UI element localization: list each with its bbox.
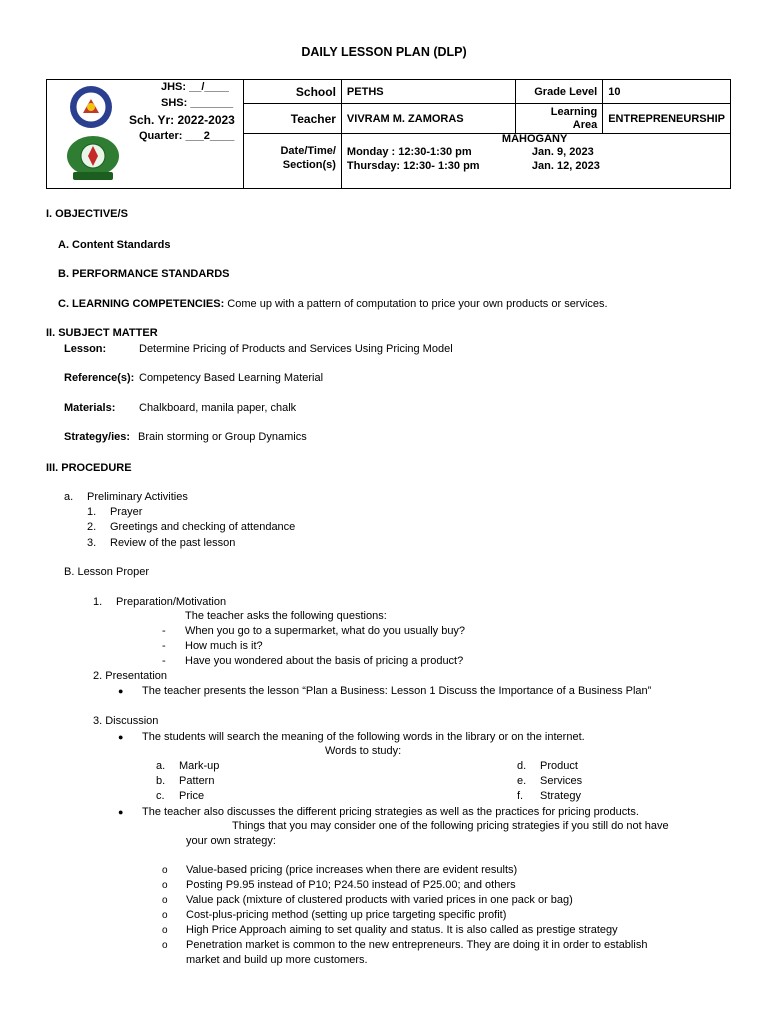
circle-bullet-icon: o	[162, 880, 168, 891]
question-1: When you go to a supermarket, what do you usually buy?	[185, 625, 466, 637]
question-dash-3: -	[162, 655, 166, 667]
grade-level-label: Grade Level	[516, 80, 603, 104]
word-f: Strategy	[540, 790, 581, 802]
question-dash-1: -	[162, 625, 166, 637]
learning-area-label-line1: Learning	[550, 105, 598, 118]
strategy-item-6: Penetration market is common to the new entrepreneurs. They are doing it in order to establish	[186, 939, 648, 951]
reference-value: Competency Based Learning Material	[139, 372, 324, 384]
schedule-cell	[341, 134, 730, 189]
date-time-label-line1: Date/Time/	[280, 145, 336, 157]
strategy-item-1: Value-based pricing (price increases when there are evident results)	[186, 864, 518, 876]
procedure-heading: III. PROCEDURE	[46, 462, 132, 474]
date-time-label-line2: Section(s)	[282, 159, 336, 171]
circle-bullet-icon: o	[162, 940, 168, 951]
reference-label: Reference(s):	[64, 372, 135, 384]
prelim-item-3-num: 3.	[87, 537, 97, 549]
competencies-text: Come up with a pattern of computation to price your own products or services.	[227, 298, 608, 310]
prelim-item-3: Review of the past lesson	[110, 537, 236, 549]
question-dash-2: -	[162, 640, 166, 652]
content-standards: A. Content Standards	[58, 239, 171, 251]
discussion-text: The students will search the meaning of the following words in the library or on the internet.	[142, 731, 585, 743]
circle-bullet-icon: o	[162, 865, 168, 876]
learning-area-label	[516, 104, 603, 134]
consider-line-2: your own strategy:	[186, 835, 276, 847]
learning-competencies	[58, 298, 608, 310]
bullet-icon: ●	[118, 732, 124, 742]
word-d-marker: d.	[517, 760, 527, 772]
lesson-value: Determine Pricing of Products and Services Using Pricing Model	[139, 343, 453, 355]
prelim-item-1-num: 1.	[87, 506, 97, 518]
materials-value: Chalkboard, manila paper, chalk	[139, 402, 297, 414]
presentation-title: 2. Presentation	[93, 670, 167, 682]
word-e-marker: e.	[517, 775, 527, 787]
learning-area-label-line2: Area	[572, 118, 598, 131]
word-a: Mark-up	[179, 760, 220, 772]
question-3: Have you wondered about the basis of pricing a product?	[185, 655, 464, 667]
school-value: PETHS	[341, 80, 515, 104]
learning-area-value: ENTREPRENEURSHIP	[603, 104, 731, 134]
words-heading: Words to study:	[325, 745, 402, 757]
circle-bullet-icon: o	[162, 895, 168, 906]
prep-title: Preparation/Motivation	[116, 596, 227, 608]
strategy-value: Brain storming or Group Dynamics	[138, 431, 307, 443]
jhs-line: JHS: __/____	[161, 81, 229, 93]
logo-cell	[47, 80, 244, 189]
strategies-text: The teacher also discusses the different pricing strategies as well as the practices for pricing products.	[142, 806, 639, 818]
word-d: Product	[540, 760, 578, 772]
strategy-item-2: Posting P9.95 instead of P10; P24.50 instead of P25.00; and others	[186, 879, 516, 891]
bullet-icon: ●	[118, 807, 124, 817]
circle-bullet-icon: o	[162, 910, 168, 921]
school-logo-icon	[63, 134, 123, 182]
circle-bullet-icon: o	[162, 925, 168, 936]
word-e: Services	[540, 775, 583, 787]
consider-line-1: Things that you may consider one of the following pricing strategies if you still do not have	[232, 820, 669, 832]
word-a-marker: a.	[156, 760, 166, 772]
materials-label: Materials:	[64, 402, 116, 414]
presentation-text: The teacher presents the lesson “Plan a Business: Lesson 1 Discuss the Importance of a Business Plan”	[142, 685, 652, 697]
competencies-label: C. LEARNING COMPETENCIES:	[58, 298, 225, 310]
deped-seal-icon	[69, 85, 113, 129]
teacher-value: VIVRAM M. ZAMORAS	[341, 104, 515, 134]
bullet-icon: ●	[118, 686, 124, 696]
word-c-marker: c.	[156, 790, 165, 802]
prep-intro: The teacher asks the following questions:	[185, 610, 387, 622]
quarter-line: Quarter: ___2____	[139, 130, 235, 142]
question-2: How much is it?	[185, 640, 263, 652]
date-monday: Jan. 9, 2023	[531, 146, 594, 158]
word-c: Price	[179, 790, 205, 802]
prelim-item-1: Prayer	[110, 506, 143, 518]
lesson-label: Lesson:	[64, 343, 107, 355]
strategy-item-6-continuation: market and build up more customers.	[186, 954, 368, 966]
prep-marker: 1.	[93, 596, 103, 608]
objectives-heading: I. OBJECTIVE/S	[46, 208, 128, 220]
prelim-marker: a.	[64, 491, 74, 503]
lesson-proper: B. Lesson Proper	[64, 566, 149, 578]
school-label: School	[244, 80, 342, 104]
grade-level-value: 10	[603, 80, 731, 104]
section-name: MAHOGANY	[501, 133, 568, 145]
strategy-item-3: Value pack (mixture of clustered products with varied prices in one pack or bag)	[186, 894, 573, 906]
teacher-label: Teacher	[244, 104, 342, 134]
strategy-label: Strategy/ies:	[64, 431, 131, 443]
page-title: DAILY LESSON PLAN (DLP)	[301, 45, 467, 59]
school-year: Sch. Yr: 2022-2023	[129, 113, 235, 127]
word-b-marker: b.	[156, 775, 166, 787]
prelim-item-2: Greetings and checking of attendance	[110, 521, 296, 533]
prelim-title: Preliminary Activities	[87, 491, 188, 503]
date-thursday: Jan. 12, 2023	[531, 160, 600, 172]
performance-standards: B. PERFORMANCE STANDARDS	[58, 268, 230, 280]
discussion-title: 3. Discussion	[93, 715, 159, 727]
strategy-item-5: High Price Approach aiming to set quality and status. It is also called as prestige strategy	[186, 924, 618, 936]
header-table	[46, 79, 731, 189]
word-b: Pattern	[179, 775, 215, 787]
shs-line: SHS: _______	[161, 97, 234, 109]
word-f-marker: f.	[517, 790, 524, 802]
date-time-label	[244, 134, 342, 189]
prelim-item-2-num: 2.	[87, 521, 97, 533]
subject-matter-heading: II. SUBJECT MATTER	[46, 327, 158, 339]
strategy-item-4: Cost-plus-pricing method (setting up price targeting specific profit)	[186, 909, 507, 921]
schedule-thursday: Thursday: 12:30- 1:30 pm	[346, 160, 480, 172]
schedule-monday: Monday : 12:30-1:30 pm	[346, 146, 472, 158]
